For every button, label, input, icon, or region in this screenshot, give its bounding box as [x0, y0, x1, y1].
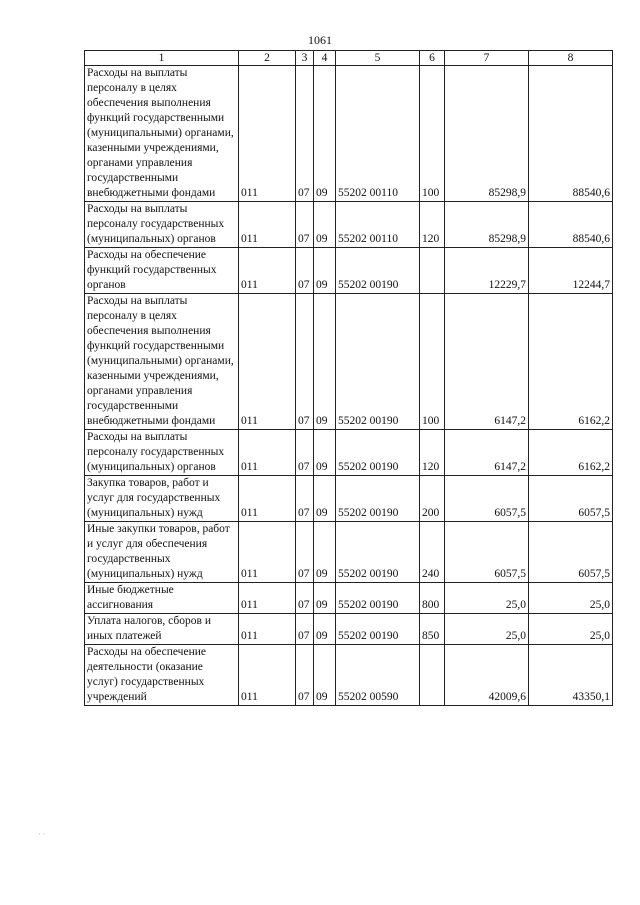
amount-year1-cell: 25,0 [445, 583, 529, 614]
amount-year2-cell: 6162,2 [529, 430, 613, 476]
ministry-code-cell: 011 [239, 66, 296, 202]
column-header: 7 [445, 51, 529, 66]
table-row [85, 248, 613, 294]
target-article-cell: 55202 00190 [336, 476, 420, 522]
section-cell: 07 [296, 294, 314, 430]
row-name-cell: Закупка товаров, работ и услуг для государственных (муниципальных) нужд [85, 476, 239, 522]
expense-type-cell: 200 [420, 476, 445, 522]
subsection-cell: 09 [314, 614, 336, 645]
amount-year1-cell: 6057,5 [445, 476, 529, 522]
section-cell: 07 [296, 614, 314, 645]
amount-year2-cell: 25,0 [529, 614, 613, 645]
amount-year1-cell: 42009,6 [445, 645, 529, 706]
section-cell: 07 [296, 202, 314, 248]
subsection-cell: 09 [314, 66, 336, 202]
expense-type-cell: 800 [420, 583, 445, 614]
amount-year1-cell: 6147,2 [445, 294, 529, 430]
budget-table [84, 50, 613, 706]
subsection-cell: 09 [314, 294, 336, 430]
column-header: 3 [296, 51, 314, 66]
expense-type-cell: 240 [420, 522, 445, 583]
subsection-cell: 09 [314, 248, 336, 294]
subsection-cell: 09 [314, 476, 336, 522]
amount-year2-cell: 6162,2 [529, 294, 613, 430]
row-name-cell: Иные закупки товаров, работ и услуг для обеспечения государственных (муниципальных) нужд [85, 522, 239, 583]
expense-type-cell: 120 [420, 202, 445, 248]
expense-type-cell [420, 645, 445, 706]
subsection-cell: 09 [314, 522, 336, 583]
column-header: 8 [529, 51, 613, 66]
subsection-cell: 09 [314, 645, 336, 706]
section-cell: 07 [296, 583, 314, 614]
expense-type-cell: 120 [420, 430, 445, 476]
row-name-cell: Расходы на обеспечение деятельности (оказание услуг) государственных учреждений [85, 645, 239, 706]
section-cell: 07 [296, 645, 314, 706]
row-name-cell: Иные бюджетные ассигнования [85, 583, 239, 614]
ministry-code-cell: 011 [239, 522, 296, 583]
expense-type-cell: 100 [420, 294, 445, 430]
target-article-cell: 55202 00190 [336, 248, 420, 294]
expense-type-cell: 850 [420, 614, 445, 645]
amount-year1-cell: 25,0 [445, 614, 529, 645]
column-header: 1 [85, 51, 239, 66]
table-row [85, 522, 613, 583]
subsection-cell: 09 [314, 583, 336, 614]
table-row [85, 66, 613, 202]
target-article-cell: 55202 00190 [336, 583, 420, 614]
row-name-cell: Расходы на выплаты персоналу государственных (муниципальных) органов [85, 202, 239, 248]
row-name-cell: Расходы на обеспечение функций государственных органов [85, 248, 239, 294]
table-row [85, 614, 613, 645]
table-row [85, 202, 613, 248]
table-row [85, 583, 613, 614]
amount-year1-cell: 85298,9 [445, 66, 529, 202]
row-name-cell: Уплата налогов, сборов и иных платежей [85, 614, 239, 645]
table-row [85, 294, 613, 430]
amount-year2-cell: 12244,7 [529, 248, 613, 294]
table-row [85, 430, 613, 476]
ministry-code-cell: 011 [239, 583, 296, 614]
header-row [85, 51, 613, 66]
ministry-code-cell: 011 [239, 614, 296, 645]
section-cell: 07 [296, 66, 314, 202]
table-row [85, 645, 613, 706]
row-name-cell: Расходы на выплаты персоналу в целях обеспечения выполнения функций государственными (муниципальными) органами, казенными учреждениями, органами управления государственными внебюджетными фондами [85, 294, 239, 430]
ministry-code-cell: 011 [239, 248, 296, 294]
section-cell: 07 [296, 476, 314, 522]
amount-year2-cell: 88540,6 [529, 202, 613, 248]
ministry-code-cell: 011 [239, 430, 296, 476]
ministry-code-cell: 011 [239, 645, 296, 706]
amount-year2-cell: 6057,5 [529, 476, 613, 522]
target-article-cell: 55202 00190 [336, 294, 420, 430]
amount-year2-cell: 88540,6 [529, 66, 613, 202]
amount-year1-cell: 6147,2 [445, 430, 529, 476]
amount-year2-cell: 43350,1 [529, 645, 613, 706]
subsection-cell: 09 [314, 202, 336, 248]
expense-type-cell [420, 248, 445, 294]
ministry-code-cell: 011 [239, 294, 296, 430]
target-article-cell: 55202 00590 [336, 645, 420, 706]
amount-year2-cell: 25,0 [529, 583, 613, 614]
row-name-cell: Расходы на выплаты персоналу государственных (муниципальных) органов [85, 430, 239, 476]
scan-speck: · · [38, 830, 46, 839]
row-name-cell: Расходы на выплаты персоналу в целях обеспечения выполнения функций государственными (муниципальными) органами, казенными учреждениями, органами управления государственными внебюджетными фондами [85, 66, 239, 202]
target-article-cell: 55202 00190 [336, 614, 420, 645]
page-number: 1061 [308, 33, 332, 47]
column-header: 6 [420, 51, 445, 66]
section-cell: 07 [296, 248, 314, 294]
target-article-cell: 55202 00190 [336, 430, 420, 476]
ministry-code-cell: 011 [239, 202, 296, 248]
section-cell: 07 [296, 522, 314, 583]
column-header: 2 [239, 51, 296, 66]
target-article-cell: 55202 00110 [336, 202, 420, 248]
amount-year1-cell: 85298,9 [445, 202, 529, 248]
column-header: 4 [314, 51, 336, 66]
column-header: 5 [336, 51, 420, 66]
amount-year1-cell: 12229,7 [445, 248, 529, 294]
subsection-cell: 09 [314, 430, 336, 476]
ministry-code-cell: 011 [239, 476, 296, 522]
table-row [85, 476, 613, 522]
amount-year1-cell: 6057,5 [445, 522, 529, 583]
expense-type-cell: 100 [420, 66, 445, 202]
amount-year2-cell: 6057,5 [529, 522, 613, 583]
section-cell: 07 [296, 430, 314, 476]
target-article-cell: 55202 00110 [336, 66, 420, 202]
target-article-cell: 55202 00190 [336, 522, 420, 583]
